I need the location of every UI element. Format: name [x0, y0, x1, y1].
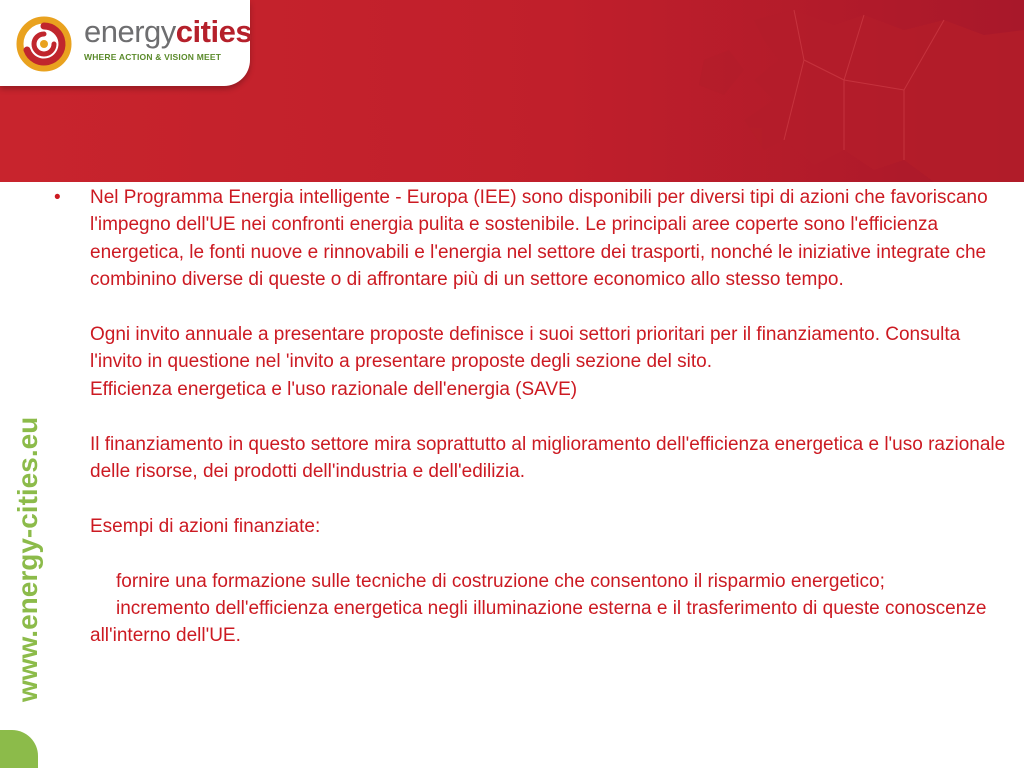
paragraph-iee-overview: Nel Programma Energia intelligente - Europa (IEE) sono disponibili per diversi tipi di azioni che favoriscano l'impegno dell'UE nei confronti energia pulita e sostenibile. Le principali aree coperte sono l'efficienza energetica, le fonti nuove e rinnovabili e l'energia nel settore dei trasporti, nonché le iniziative integrate che combinino diverse di queste o di affrontare più di un settore economico allo stesso tempo. — [90, 187, 988, 291]
brand-wordmark — [84, 14, 252, 50]
paragraph-examples-heading: Esempi di azioni finanziate: — [90, 515, 321, 537]
paragraph-funding-aim: Il finanziamento in questo settore mira soprattutto al miglioramento dell'efficienza energetica e l'uso razionale delle risorse, dei prodotti dell'industria e dell'edilizia. — [90, 433, 1006, 483]
logo-panel — [0, 0, 253, 86]
bullet-marker: • — [54, 187, 61, 208]
side-green-tab — [0, 730, 38, 768]
brand-name-part1: energy — [84, 14, 176, 49]
europe-map-graphic — [604, 0, 1024, 182]
paragraph-annual-call: Ogni invito annuale a presentare proposte definisce i suoi settori prioritari per il finanziamento. Consulta l'invito in questione nel 'invito a presentare proposte degli sezione del sito. — [90, 324, 961, 373]
list-item: fornire una formazione sulle tecniche di costruzione che consentono il risparmio energetico; — [116, 570, 885, 592]
slide-body — [90, 184, 1010, 650]
brand-name-part2: cities — [175, 14, 253, 49]
brand-tagline: WHERE ACTION & VISION MEET — [84, 52, 222, 62]
side-website-url: www.energy-cities.eu — [12, 416, 43, 702]
energy-cities-swirl-logo-icon — [14, 16, 74, 72]
header-banner — [0, 0, 1024, 182]
list-item: incremento dell'efficienza energetica negli illuminazione esterna e il trasferimento di queste conoscenze all'interno dell'UE. — [90, 598, 987, 647]
paragraph-save-heading: Efficienza energetica e l'uso razionale dell'energia (SAVE) — [90, 378, 578, 400]
